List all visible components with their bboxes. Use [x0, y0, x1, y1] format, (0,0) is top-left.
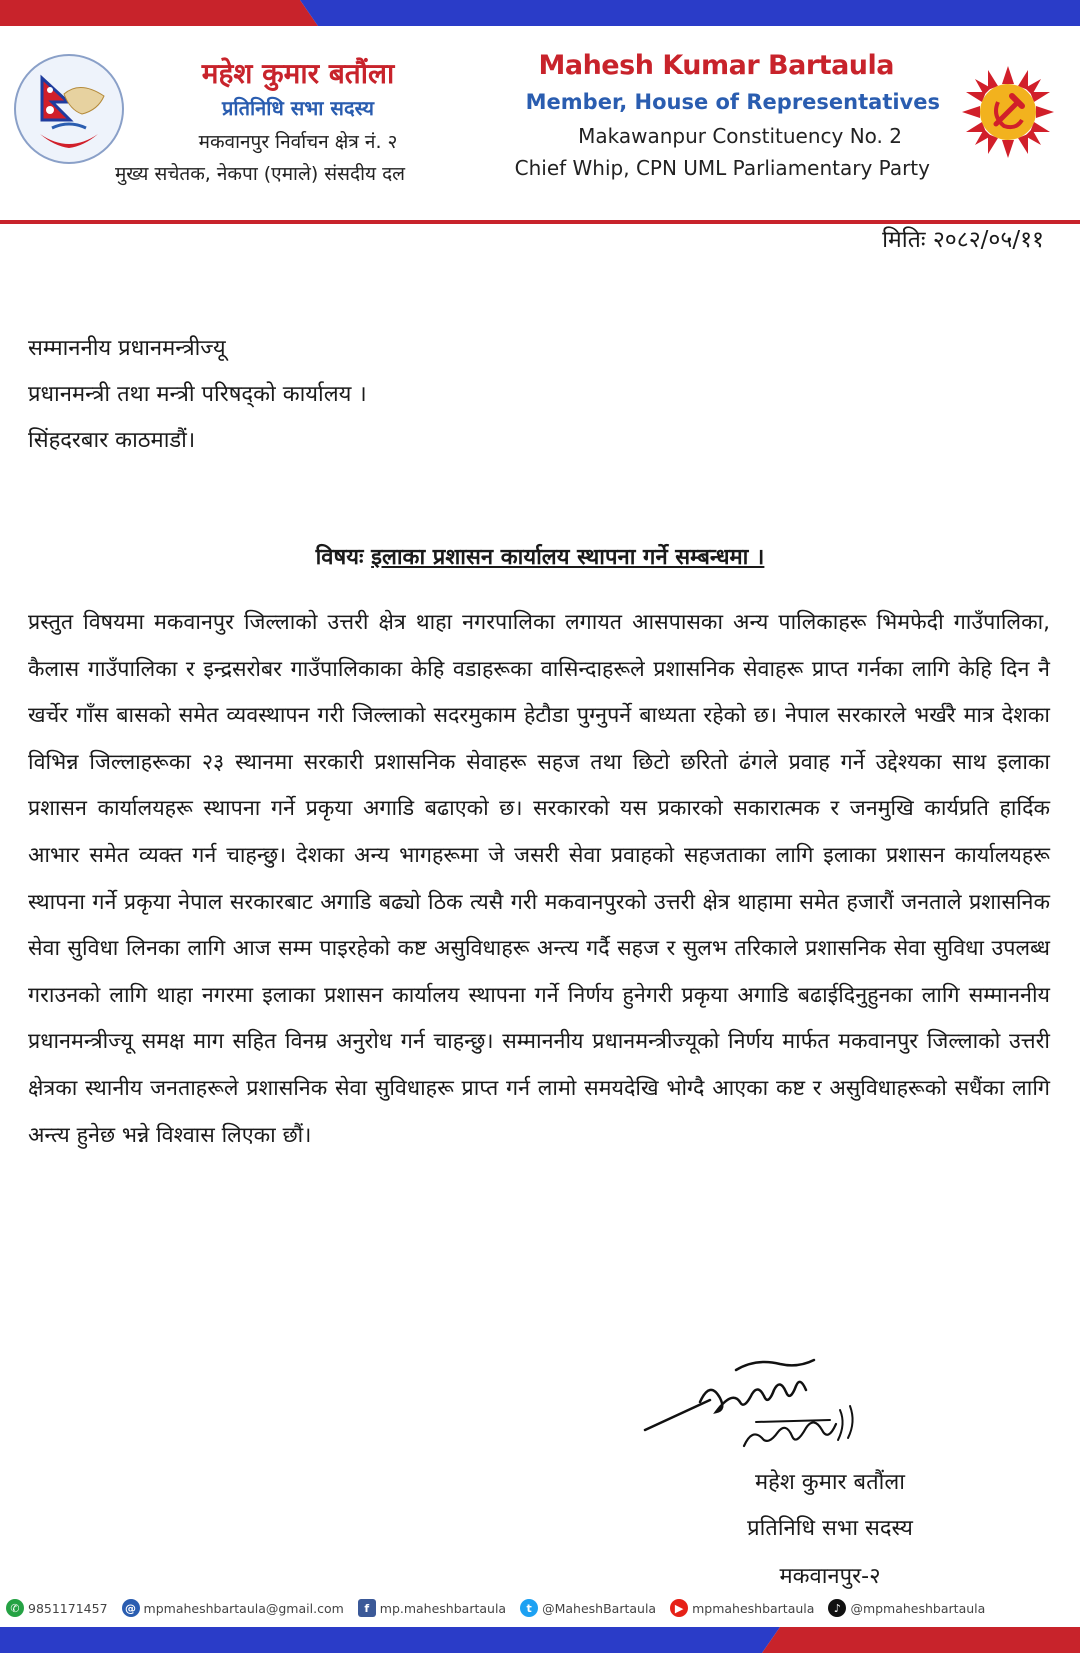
whatsapp-icon: ✆ — [6, 1599, 24, 1617]
header-constituency-english: Makawanpur Constituency No. 2 — [578, 124, 902, 148]
header-role-nepali: प्रतिनिधि सभा सदस्य — [222, 96, 374, 120]
footer-email-text: mpmaheshbartaula@gmail.com — [143, 1600, 344, 1616]
party-sun-logo — [962, 66, 1054, 158]
footer-twitter[interactable] — [520, 1599, 656, 1617]
footer-phone-text: 9851171457 — [28, 1600, 108, 1616]
nepal-emblem-logo — [12, 50, 126, 168]
letter-subject — [0, 541, 1080, 571]
top-color-band — [0, 0, 1080, 26]
bottom-color-band — [0, 1627, 1080, 1653]
header-role-english: Member, House of Representatives — [525, 90, 940, 114]
email-icon: @ — [122, 1599, 140, 1617]
letterhead — [0, 26, 1080, 196]
footer-youtube[interactable] — [670, 1599, 814, 1617]
header-name-english: Mahesh Kumar Bartaula — [538, 50, 894, 81]
letter-body: प्रस्तुत विषयमा मकवानपुर जिल्लाको उत्तरी क्षेत्र थाहा नगरपालिका लगायत आसपासका अन्य पालिकाहरू भिमफेदी गाउँपालिका, कैलास गाउँपालिका र इन्द्रसरोबर गाउँपालिकाका केहि वडाहरूका वासिन्दाहरूले प्रशासनिक सेवाहरू प्राप्त गर्नका लागि केहि दिन नै खर्चेर गाँस बासको समेत व्यवस्थापन गरी जिल्लाको सदरमुकाम हेटौडा पुग्नुपर्ने बाध्यता रहेको छ। नेपाल सरकारले भर्खरै मात्र देशका विभिन्न जिल्लाहरूका २३ स्थानमा सरकारी प्रशासनिक सेवाहरू सहज तथा छिटो छरितो ढंगले प्रवाह गर्ने उद्देश्यका साथ इलाका प्रशासन कार्यालयहरू स्थापना गर्ने प्रकृया अगाडि बढाएको छ। सरकारको यस प्रकारको सकारात्मक र जनमुखि कार्यप्रति हार्दिक आभार समेत व्यक्त गर्न चाहन्छु। देशका अन्य भागहरूमा जे जसरी सेवा प्रवाहको सहजताका लागि इलाका प्रशासन कार्यालयहरू स्थापना गर्ने प्रकृया नेपाल सरकारबाट अगाडि बढ्यो ठिक त्यसै गरी मकवानपुरको उत्तरी क्षेत्र थाहामा समेत हजारौं जनताले प्रशासनिक सेवा सुविधा लिनका लागि आज सम्म पाइरहेको कष्ट असुविधाहरू अन्त्य गर्दै सहज र सुलभ तरिकाले प्रशासनिक सेवा सुविधा उपलब्ध गराउनको लागि थाहा नगरमा इलाका प्रशासन कार्यालय स्थापना गर्ने निर्णय हुनेगरी प्रकृया अगाडि बढाईदिनुहुनका लागि सम्माननीय प्रधानमन्त्रीज्यू समक्ष माग सहित विनम्र अनुरोध गर्न चाहन्छु। सम्माननीय प्रधानमन्त्रीज्यूको निर्णय मार्फत मकवानपुर जिल्लाको उत्तरी क्षेत्रका स्थानीय जनताहरूले प्रशासनिक सेवा सुविधाहरू प्राप्त गर्न लामो समयदेखि भोग्दै आएका कष्ट र असुविधाहरूको सधैंका लागि अन्त्य हुनेछ भन्ने विश्वास लिएका छौं। — [28, 610, 1050, 1148]
footer-phone[interactable] — [6, 1599, 108, 1617]
closing-name: महेश कुमार बतौंला — [755, 1470, 905, 1495]
footer-facebook-text: mp.maheshbartaula — [379, 1600, 507, 1616]
addressee-line-3: सिंहदरबार काठमाडौं। — [28, 428, 196, 453]
facebook-icon: f — [358, 1599, 376, 1617]
letter-date: मितिः २०८२/०५/११ — [882, 227, 1044, 253]
footer-youtube-text: mpmaheshbartaula — [692, 1600, 815, 1616]
closing-place: मकवानपुर-२ — [779, 1564, 881, 1589]
closing-role: प्रतिनिधि सभा सदस्य — [747, 1516, 913, 1541]
header-whip-english: Chief Whip, CPN UML Parliamentary Party — [514, 156, 930, 180]
twitter-icon: t — [520, 1599, 538, 1617]
footer-facebook[interactable] — [358, 1599, 506, 1617]
subject-text: इलाका प्रशासन कार्यालय स्थापना गर्ने सम्बन्धमा । — [371, 545, 765, 570]
contact-footer — [0, 1590, 1080, 1626]
addressee-line-1: सम्माननीय प्रधानमन्त्रीज्यू — [28, 336, 226, 361]
signature — [640, 1350, 900, 1460]
footer-twitter-text: @MaheshBartaula — [542, 1600, 657, 1616]
footer-tiktok[interactable] — [828, 1599, 985, 1617]
header-whip-nepali: मुख्य सचेतक, नेकपा (एमाले) संसदीय दल — [114, 163, 406, 185]
addressee-line-2: प्रधानमन्त्री तथा मन्त्री परिषद्को कार्यालय । — [28, 382, 367, 407]
footer-email[interactable] — [122, 1599, 344, 1617]
tiktok-icon: ♪ — [828, 1599, 846, 1617]
subject-label: विषयः — [315, 545, 364, 570]
header-constituency-nepali: मकवानपुर निर्वाचन क्षेत्र नं. २ — [198, 131, 398, 153]
youtube-icon: ▶ — [670, 1599, 688, 1617]
footer-tiktok-text: @mpmaheshbartaula — [850, 1600, 986, 1616]
header-name-nepali: महेश कुमार बतौंला — [201, 57, 395, 90]
